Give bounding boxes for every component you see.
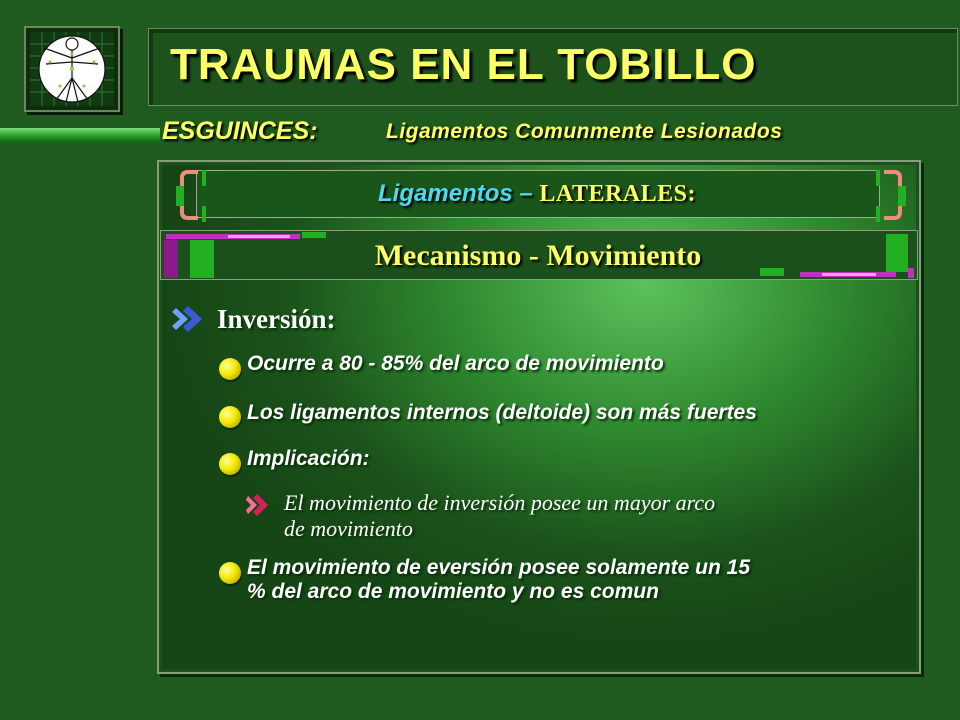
bullet-text: Los ligamentos internos (deltoide) son más fuertes	[247, 401, 757, 424]
vitruvian-man-icon	[30, 32, 114, 106]
sub-bullet-line1: El movimiento de inversión posee un mayor arco	[284, 490, 716, 515]
bullet-text-line2: % del arco de movimiento y no es comun	[247, 580, 659, 603]
bullet-dot-icon	[219, 562, 241, 584]
bullet-text: Ocurre a 80 - 85% del arco de movimiento	[247, 352, 664, 375]
ligamentos-label: Ligamentos	[378, 180, 513, 207]
bullet-dot-icon	[219, 358, 241, 380]
slide-title: TRAUMAS EN EL TOBILLO	[170, 40, 757, 89]
bullet-text: Implicación:	[247, 447, 370, 470]
bullet-dot-icon	[219, 406, 241, 428]
logo	[24, 26, 120, 112]
laterales-label: LATERALES:	[539, 181, 696, 207]
slide-subtitle: ESGUINCES:	[162, 117, 318, 145]
inversion-heading: Inversión:	[217, 304, 336, 334]
mechanism-heading: Mecanismo - Movimiento	[374, 239, 702, 272]
lateral-ligaments-heading	[196, 180, 878, 208]
bullet-text-line1: El movimiento de eversión posee solamente un 15	[247, 556, 750, 579]
sub-bullet-line2: de movimiento	[284, 516, 413, 541]
accent-bar	[0, 128, 160, 142]
bullet-dot-icon	[219, 453, 241, 475]
dash-separator: –	[512, 180, 540, 207]
double-chevron-icon	[172, 304, 212, 334]
red-chevron-icon	[246, 492, 276, 518]
subtitle-detail: Ligamentos Comunmente Lesionados	[386, 120, 783, 143]
